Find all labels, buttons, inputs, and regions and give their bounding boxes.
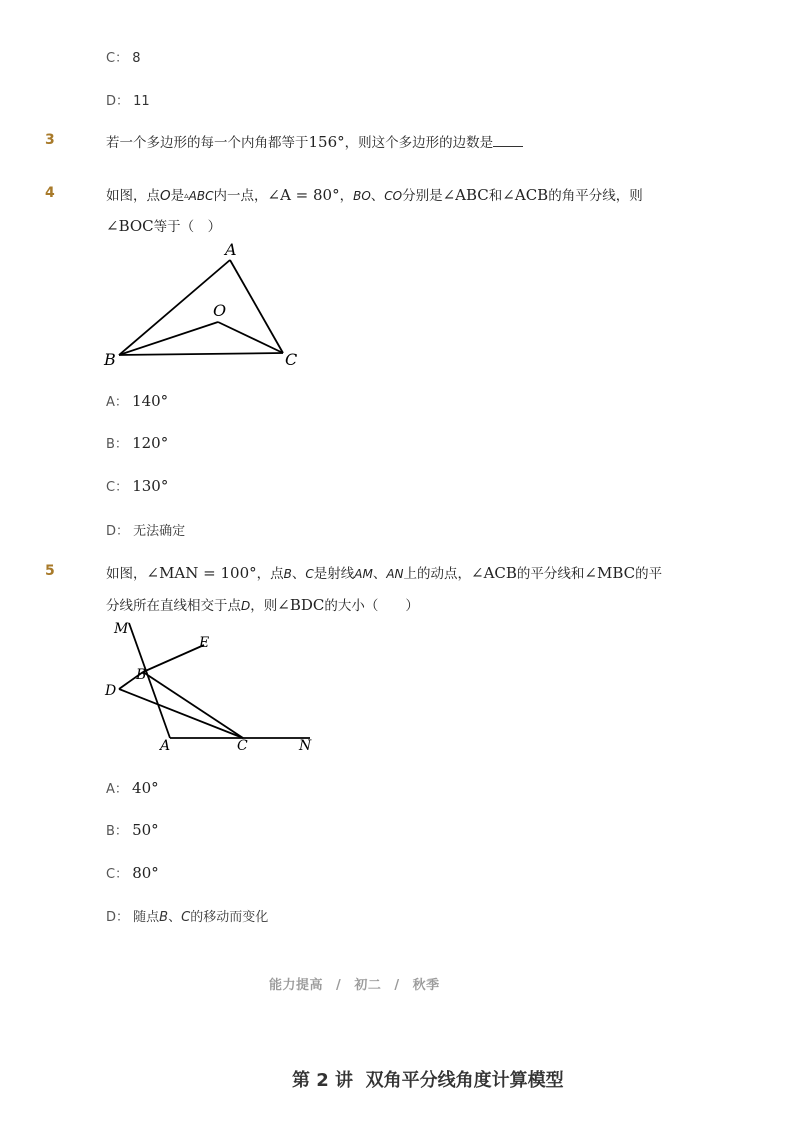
option-value: 130° (132, 477, 169, 495)
vertex-label-a: A (225, 240, 237, 259)
question-text: 的大小（ ） (324, 598, 419, 614)
option-d[interactable] (106, 90, 150, 109)
option-value: 无法确定 (133, 524, 186, 539)
question-3-text (106, 131, 523, 151)
angle-label: ∠ACB (471, 564, 517, 582)
angle-bisector-figure (100, 614, 320, 754)
option-value: 随点 (133, 910, 160, 925)
option-label: C： (106, 867, 129, 882)
question-text: ，则这个多边形的边数是 (344, 135, 494, 151)
option-value: 120° (132, 434, 169, 452)
angle-value: 156° (308, 133, 345, 151)
option-value: 50° (132, 821, 159, 839)
question-text: ，点 (256, 566, 284, 582)
option-label: A： (106, 395, 128, 410)
option-b[interactable] (106, 433, 168, 452)
question-text: 如图，点 (106, 188, 160, 204)
option-d[interactable] (106, 906, 268, 925)
option-label: C： (106, 51, 129, 66)
option-label: B： (106, 824, 128, 839)
separator: 、 (372, 566, 387, 582)
question-text: 若一个多边形的每一个内角都等于 (106, 135, 309, 151)
answer-blank[interactable] (493, 134, 523, 147)
triangle-figure (100, 235, 310, 375)
option-value: 11 (133, 94, 150, 109)
ray-label: AN (386, 567, 404, 581)
breadcrumb-item: 能力提高 (269, 978, 324, 993)
point-label: D (241, 599, 251, 613)
question-text: 内一点， (213, 188, 268, 204)
vertex-label-o: O (213, 301, 227, 320)
angle-label: ∠ACB (502, 186, 549, 204)
option-label: C： (106, 480, 129, 495)
breadcrumb-separator: / (336, 978, 342, 993)
question-text: 的角平分线，则 (548, 188, 643, 204)
angle-label: ∠BOC (106, 217, 154, 235)
question-text: 如图， (106, 566, 147, 582)
lecture-title: 第 2 讲 双角平分线角度计算模型 (292, 1070, 564, 1091)
option-a[interactable] (106, 391, 168, 410)
angle-value: ∠MAN = 100° (146, 564, 257, 582)
point-label-d: D (105, 683, 117, 699)
separator: 、 (370, 188, 385, 204)
question-text: 分线所在直线相交于点 (106, 598, 241, 614)
breadcrumb-separator: / (394, 978, 400, 993)
question-4-line-1 (106, 184, 643, 204)
vertex-label-b: B (104, 350, 116, 369)
option-d[interactable] (106, 520, 185, 539)
point-label-a: A (160, 738, 171, 754)
angle-label: ∠ABC (442, 186, 489, 204)
question-5-line-1 (106, 562, 662, 582)
segment-label: BO (353, 189, 371, 203)
option-label: A： (106, 782, 128, 797)
point-label: B (283, 567, 292, 581)
triangle-symbol: ▵ (184, 191, 189, 201)
option-value: 80° (132, 864, 159, 882)
option-c[interactable] (106, 863, 159, 882)
point-label-m: M (114, 621, 129, 637)
separator: 、 (291, 566, 306, 582)
angle-label: ∠MBC (584, 564, 636, 582)
segment-label: CO (384, 189, 403, 203)
option-value: 40° (132, 779, 159, 797)
option-value: 的移动而变化 (190, 910, 269, 925)
point-label: O (160, 188, 171, 204)
question-text: 上的动点， (403, 566, 471, 582)
point-label: B (159, 910, 169, 925)
question-text: 的平分线和 (516, 566, 585, 582)
question-number: 3 (45, 132, 55, 148)
option-label: D： (106, 524, 130, 539)
question-5-line-2 (106, 594, 419, 614)
option-c[interactable] (106, 47, 141, 66)
point-label: C (305, 567, 314, 581)
breadcrumb (269, 974, 440, 993)
option-a[interactable] (106, 778, 159, 797)
vertex-label-c: C (285, 350, 298, 369)
question-text: 的平 (635, 566, 663, 582)
question-text: 和 (488, 188, 503, 204)
angle-label: ∠BDC (277, 596, 325, 614)
option-label: D： (106, 910, 130, 925)
point-label-e: E (199, 635, 210, 651)
option-value: 140° (132, 392, 169, 410)
question-text: 等于（ ） (153, 219, 222, 235)
angle-value: ∠A = 80° (267, 186, 340, 204)
ray-label: AM (354, 567, 373, 581)
option-label: B： (106, 437, 128, 452)
question-4-line-2 (106, 215, 221, 235)
triangle-label: ABC (188, 189, 214, 203)
option-label: D： (106, 94, 130, 109)
question-number: 4 (45, 185, 55, 201)
question-number: 5 (45, 563, 55, 579)
question-text: ，则 (250, 598, 278, 614)
point-label-n: N (299, 738, 312, 754)
point-label: C (181, 910, 191, 925)
option-b[interactable] (106, 820, 159, 839)
question-text: ， (339, 188, 354, 204)
option-value: 8 (132, 51, 141, 66)
breadcrumb-item: 初二 (354, 978, 382, 993)
question-text: 是射线 (313, 566, 355, 582)
separator: 、 (168, 910, 182, 925)
question-text: 是 (170, 188, 185, 204)
point-label-b: B (136, 667, 147, 683)
breadcrumb-item: 秋季 (412, 978, 440, 993)
point-label-c: C (237, 738, 248, 754)
option-c[interactable] (106, 476, 168, 495)
question-text: 分别是 (402, 188, 443, 204)
